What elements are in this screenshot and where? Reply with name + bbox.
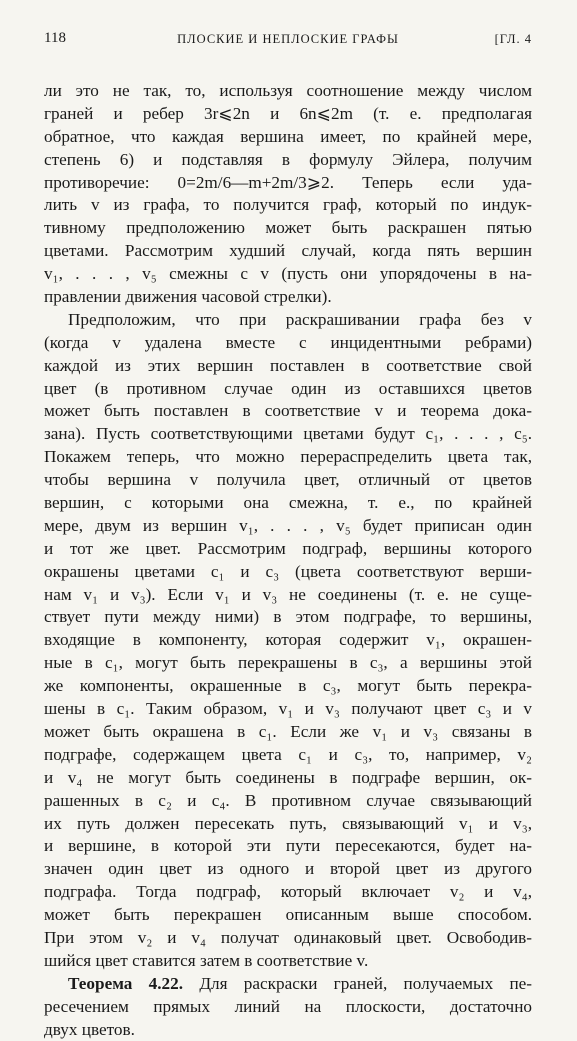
chapter-label: [ГЛ. 4 <box>494 32 532 46</box>
paragraph <box>44 80 532 309</box>
text-line: степень 6) и подставляя в формулу Эйлера, получим <box>44 149 532 169</box>
text-line: входящие в компоненту, которая содержит v₁, окрашен- <box>44 630 532 650</box>
text-line: подграфа. Тогда подграф, который включает v₂ и v₄, <box>44 882 532 902</box>
text-line: их путь должен пересекать путь, связывающий v₁ и v₃, <box>44 813 532 833</box>
running-title: ПЛОСКИЕ И НЕПЛОСКИЕ ГРАФЫ <box>177 32 399 46</box>
text-line: противоречие: 0=2m/6—m+2m/3⩾2. Теперь если уда- <box>44 172 532 192</box>
text-line: может быть перекрашен описанным выше способом. <box>44 905 532 925</box>
text-line: чтобы вершина v получила цвет, отличный от цветов <box>44 470 532 490</box>
text-line: значен один цвет из одного и второй цвет из другого <box>44 859 532 879</box>
text-line: ные в c₁, могут быть перекрашены в c₃, а вершины этой <box>44 653 532 673</box>
text-line: правлении движения часовой стрелки). <box>44 287 332 307</box>
text-line: мере, двум из вершин v₁, . . . , v₅ будет приписан один <box>44 515 532 535</box>
text-line: вершин, с которыми она смежна, т. е., по крайней <box>44 493 532 513</box>
text-line: ресечением прямых линий на плоскости, достаточно <box>44 996 532 1016</box>
text-line: окрашены цветами c₁ и c₃ (цвета соответствуют верши- <box>44 561 532 581</box>
text-line: шены в c₁. Таким образом, v₁ и v₃ получают цвет c₃ и v <box>44 699 532 719</box>
text-line: и вершине, в которой эти пути пересекаются, будет на- <box>44 836 532 856</box>
theorem-text: Для раскраски граней, получаемых пе- <box>183 973 532 993</box>
text-line: нам v₁ и v₃). Если v₁ и v₃ не соединены (т. е. не суще- <box>44 584 532 604</box>
text-line: лить v из графа, то получится граф, который по индук- <box>44 195 532 215</box>
text-line: цвет (в противном случае один из оставшихся цветов <box>44 378 532 398</box>
text-line: шийся цвет ставится затем в соответствие v. <box>44 950 369 970</box>
paragraph <box>44 309 532 973</box>
theorem-paragraph <box>44 973 532 1041</box>
text-line: может быть поставлен в соответствие v и теорема дока- <box>44 401 532 421</box>
text-line: и тот же цвет. Рассмотрим подграф, вершины которого <box>44 538 532 558</box>
text-line: граней и ребер 3r⩽2n и 6n⩽2m (т. е. предполагая <box>44 103 532 123</box>
text-line: ствует пути между ними) в этом подграфе, то вершины, <box>44 607 532 627</box>
text-line: v₁, . . . , v₅ смежны с v (пусть они упорядочены в на- <box>44 264 532 284</box>
text-line: подграфе, содержащем цвета c₁ и c₃, то, например, v₂ <box>44 744 532 764</box>
text-line <box>44 973 532 996</box>
text-line: зана). Пусть соответствующими цветами будут c₁, . . . , c₅. <box>44 424 532 444</box>
text-line: тивному предположению может быть раскрашен пятью <box>44 218 532 238</box>
theorem-label: Теорема 4.22. <box>68 973 184 993</box>
text-line: рашенных в c₂ и c₄. В противном случае связывающий <box>44 790 532 810</box>
text-line: ли это не так, то, используя соотношение между числом <box>44 81 532 100</box>
text-line: (когда v удалена вместе с инцидентными ребрами) <box>44 332 532 352</box>
text-line: и v₄ не могут быть соединены в подграфе вершин, ок- <box>44 767 532 787</box>
text-line: При этом v₂ и v₄ получат одинаковый цвет. Освободив- <box>44 927 532 947</box>
text-line: может быть окрашена в c₁. Если же v₁ и v₃ связаны в <box>44 721 532 741</box>
page-body <box>44 80 532 1041</box>
running-header <box>44 30 532 52</box>
text-line: каждой из этих вершин поставлен в соответствие свой <box>44 355 532 375</box>
text-line: цветами. Рассмотрим худший случай, когда пять вершин <box>44 241 532 261</box>
page-number: 118 <box>44 30 66 46</box>
text-line: двух цветов. <box>44 1019 135 1039</box>
text-line: же компоненты, окрашенные в c₃, могут быть перекра- <box>44 676 532 696</box>
text-line: Покажем теперь, что можно перераспределить цвета так, <box>44 447 532 467</box>
text-line: Предположим, что при раскрашивании графа без v <box>68 309 532 329</box>
text-line: обратное, что каждая вершина имеет, по крайней мере, <box>44 126 532 146</box>
